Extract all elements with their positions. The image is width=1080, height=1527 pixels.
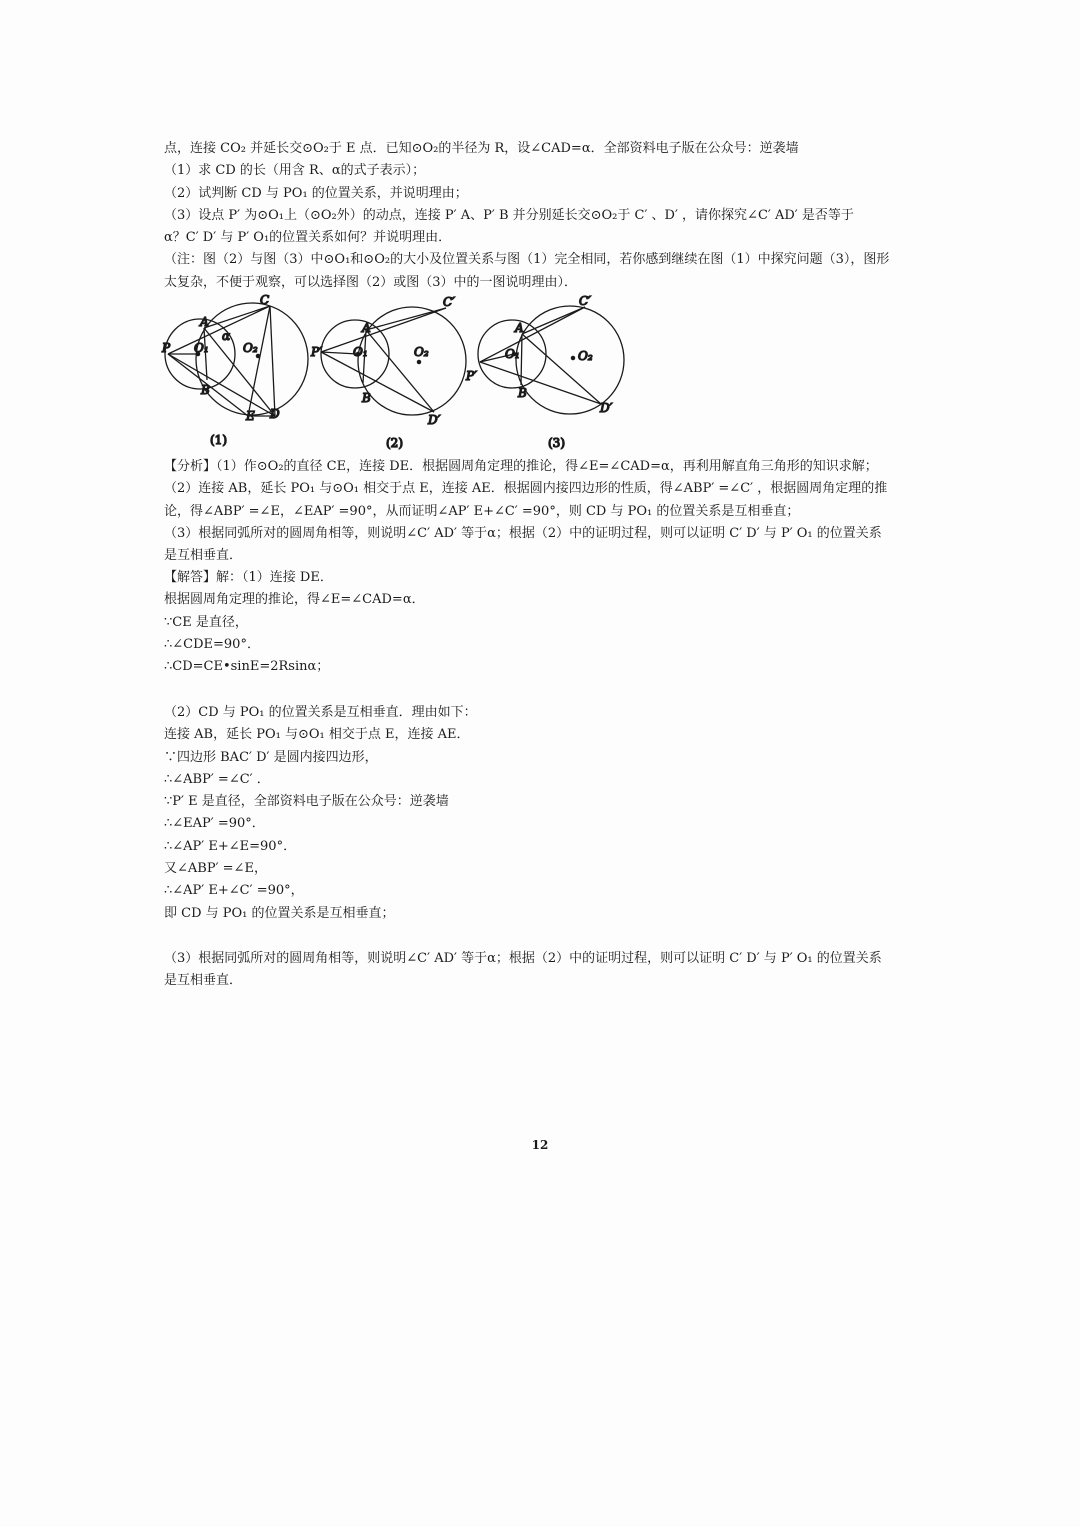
solution-line: 连接 AB，延长 PO₁ 与⊙O₁ 相交于点 E，连接 AE． bbox=[164, 727, 470, 743]
label-b: B bbox=[518, 386, 527, 400]
problem-line: （1）求 CD 的长（用含 R、α的式子表示）； bbox=[164, 163, 426, 179]
problem-line: 点，连接 CO₂ 并延长交⊙O₂于 E 点．已知⊙O₂的半径为 R，设∠CAD=α．全部资料电子版在公众号：逆袭墙 bbox=[164, 141, 799, 156]
solution-line: ∴∠ABP′ =∠C′ ． bbox=[164, 771, 270, 787]
analysis-line: （3）根据同弧所对的圆周角相等，则说明∠C′ AD′ 等于α；根据（2）中的证明过程，则可以证明 C′ D′ 与 P′ O₁ 的位置关系 bbox=[164, 525, 882, 541]
figure-3 bbox=[465, 294, 624, 450]
label-c-prime: C′ bbox=[443, 295, 455, 309]
label-e: E bbox=[246, 409, 255, 423]
label-a: A bbox=[200, 315, 209, 329]
figure-2-caption: (2) bbox=[386, 436, 403, 450]
analysis-text bbox=[164, 456, 914, 567]
problem-line: （2）试判断 CD 与 PO₁ 的位置关系，并说明理由； bbox=[164, 185, 468, 201]
solution-line: ∴∠AP′ E+∠C′ =90°， bbox=[164, 883, 304, 899]
figure-1-caption: (1) bbox=[210, 433, 227, 447]
label-o1: O₁ bbox=[505, 347, 520, 361]
label-o2: O₂ bbox=[414, 345, 429, 359]
problem-text bbox=[164, 138, 914, 294]
label-o1: O₁ bbox=[194, 341, 209, 355]
solution-part-2 bbox=[164, 702, 914, 925]
analysis-line: 论，得∠ABP′ =∠E，∠EAP′ =90°，从而证明∠AP′ E+∠C′ =90°，则 CD 与 PO₁ 的位置关系是互相垂直； bbox=[164, 503, 800, 519]
solution-part-1 bbox=[164, 567, 914, 678]
solution-part-3 bbox=[164, 948, 914, 993]
label-a: A bbox=[515, 321, 524, 335]
solution-line: （2）CD 与 PO₁ 的位置关系是互相垂直．理由如下： bbox=[164, 705, 477, 720]
label-alpha: α bbox=[222, 329, 231, 343]
label-d-prime: D′ bbox=[428, 413, 441, 427]
analysis-line: 是互相垂直． bbox=[164, 548, 243, 564]
solution-line: 又∠ABP′ =∠E， bbox=[164, 861, 267, 877]
label-c: C bbox=[260, 294, 270, 307]
page-number: 12 bbox=[531, 1138, 549, 1152]
figure-2 bbox=[310, 295, 466, 450]
geometry-figures bbox=[160, 294, 640, 456]
solution-line: 【解答】解：（1）连接 DE． bbox=[164, 570, 333, 585]
solution-line: ∴CD=CE•sinE=2Rsinα； bbox=[164, 659, 330, 675]
solution-line: 是互相垂直． bbox=[164, 973, 243, 989]
label-d-prime: D′ bbox=[600, 401, 613, 415]
label-b: B bbox=[362, 391, 371, 405]
analysis-line: 【分析】（1）作⊙O₂的直径 CE，连接 DE．根据圆周角定理的推论，得∠E=∠CAD=α，再利用解直角三角形的知识求解； bbox=[164, 459, 878, 474]
problem-line: 太复杂，不便于观察，可以选择图（2）或图（3）中的一图说明理由）． bbox=[164, 274, 578, 290]
figure-1 bbox=[161, 294, 308, 447]
solution-line: ∴∠AP′ E+∠E=90°． bbox=[164, 838, 297, 854]
problem-line: （注：图（2）与图（3）中⊙O₁和⊙O₂的大小及位置关系与图（1）完全相同，若你感到继续在图（1）中探究问题（3），图形 bbox=[164, 252, 890, 268]
solution-line: ∵CE 是直径， bbox=[164, 614, 248, 630]
label-a: A bbox=[362, 321, 371, 335]
label-d: D bbox=[270, 407, 280, 421]
solution-line: ∴∠CDE=90°． bbox=[164, 636, 260, 652]
label-p: P bbox=[162, 341, 171, 355]
solution-line: 根据圆周角定理的推论，得∠E=∠CAD=α． bbox=[164, 592, 425, 608]
label-o1: O₁ bbox=[353, 345, 368, 359]
figure-3-caption: (3) bbox=[548, 436, 565, 450]
label-o2: O₂ bbox=[243, 341, 258, 355]
problem-line: （3）设点 P′ 为⊙O₁上（⊙O₂外）的动点，连接 P′ A、P′ B 并分别延长交⊙O₂于 C′ 、D′ ，请你探究∠C′ AD′ 是否等于 bbox=[164, 207, 854, 223]
label-b: B bbox=[201, 383, 210, 397]
label-o2: O₂ bbox=[578, 349, 593, 363]
solution-line: ∵四边形 BAC′ D′ 是圆内接四边形， bbox=[164, 749, 378, 765]
solution-line: 即 CD 与 PO₁ 的位置关系是互相垂直； bbox=[164, 905, 395, 921]
analysis-line: （2）连接 AB，延长 PO₁ 与⊙O₁ 相交于点 E，连接 AE．根据圆内接四边形的性质，得∠ABP′ =∠C′ ，根据圆周角定理的推 bbox=[164, 481, 888, 497]
problem-line: α？C′ D′ 与 P′ O₁的位置关系如何？并说明理由． bbox=[164, 230, 452, 246]
solution-line: ∵P′ E 是直径，全部资料电子版在公众号：逆袭墙 bbox=[164, 794, 449, 810]
label-c-prime: C′ bbox=[579, 294, 591, 308]
solution-line: ∴∠EAP′ =90°． bbox=[164, 816, 265, 832]
label-p-prime: P′ bbox=[466, 369, 477, 383]
solution-line: （3）根据同弧所对的圆周角相等，则说明∠C′ AD′ 等于α；根据（2）中的证明过程，则可以证明 C′ D′ 与 P′ O₁ 的位置关系 bbox=[164, 951, 882, 966]
label-p-prime: P′ bbox=[311, 345, 322, 359]
